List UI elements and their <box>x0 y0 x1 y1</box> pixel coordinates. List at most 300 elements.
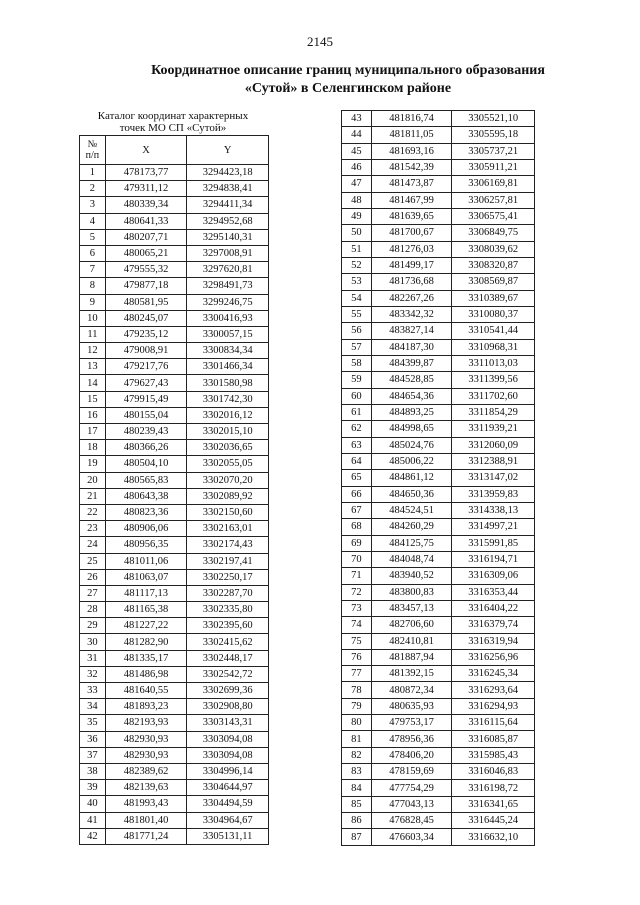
table-row <box>80 472 269 488</box>
row-number-cell: 29 <box>80 618 106 634</box>
x-coordinate-cell: 484524,51 <box>371 502 452 518</box>
x-coordinate-cell: 480366,26 <box>105 440 187 456</box>
y-coordinate-cell: 3305595,18 <box>452 127 535 143</box>
row-number-cell: 79 <box>342 698 372 714</box>
row-number-cell: 32 <box>80 666 106 682</box>
table-row <box>342 682 535 698</box>
y-coordinate-cell: 3297620,81 <box>187 262 269 278</box>
y-coordinate-cell: 3306169,81 <box>452 176 535 192</box>
y-coordinate-cell: 3316379,74 <box>452 617 535 633</box>
y-coordinate-cell: 3315985,43 <box>452 747 535 763</box>
row-number-cell: 84 <box>342 780 372 796</box>
row-number-cell: 72 <box>342 584 372 600</box>
table-row <box>80 245 269 261</box>
column-header-number <box>80 136 106 165</box>
x-coordinate-cell: 480504,10 <box>105 456 187 472</box>
x-coordinate-cell: 483940,52 <box>371 568 452 584</box>
row-number-cell: 82 <box>342 747 372 763</box>
table-row <box>342 535 535 551</box>
table-row <box>80 424 269 440</box>
x-coordinate-cell: 482139,63 <box>105 780 187 796</box>
x-coordinate-cell: 481640,55 <box>105 683 187 699</box>
y-coordinate-cell: 3303094,08 <box>187 747 269 763</box>
x-coordinate-cell: 483342,32 <box>371 306 452 322</box>
y-coordinate-cell: 3302250,17 <box>187 569 269 585</box>
row-number-cell: 2 <box>80 181 106 197</box>
x-coordinate-cell: 481887,94 <box>371 649 452 665</box>
y-coordinate-cell: 3316294,93 <box>452 698 535 714</box>
table-row <box>80 618 269 634</box>
row-number-cell: 11 <box>80 326 106 342</box>
y-coordinate-cell: 3302174,43 <box>187 537 269 553</box>
y-coordinate-cell: 3310541,44 <box>452 323 535 339</box>
x-coordinate-cell: 482389,62 <box>105 763 187 779</box>
row-number-cell: 34 <box>80 699 106 715</box>
table-row <box>80 634 269 650</box>
row-number-cell: 30 <box>80 634 106 650</box>
table-row <box>342 829 535 845</box>
y-coordinate-cell: 3302415,62 <box>187 634 269 650</box>
table-row <box>80 391 269 407</box>
table-row <box>80 197 269 213</box>
table-row <box>80 731 269 747</box>
x-coordinate-cell: 479627,43 <box>105 375 187 391</box>
y-coordinate-cell: 3300416,93 <box>187 310 269 326</box>
row-number-cell: 71 <box>342 568 372 584</box>
table-row <box>80 650 269 666</box>
row-number-cell: 5 <box>80 229 106 245</box>
y-coordinate-cell: 3302055,05 <box>187 456 269 472</box>
y-coordinate-cell: 3304996,14 <box>187 763 269 779</box>
table-row <box>342 225 535 241</box>
table-row <box>342 388 535 404</box>
y-coordinate-cell: 3302163,01 <box>187 521 269 537</box>
x-coordinate-cell: 480643,38 <box>105 488 187 504</box>
y-coordinate-cell: 3316341,65 <box>452 796 535 812</box>
table-row <box>342 372 535 388</box>
x-coordinate-cell: 481893,23 <box>105 699 187 715</box>
y-coordinate-cell: 3303143,31 <box>187 715 269 731</box>
y-coordinate-cell: 3302036,65 <box>187 440 269 456</box>
x-coordinate-cell: 480906,06 <box>105 521 187 537</box>
y-coordinate-cell: 3305737,21 <box>452 143 535 159</box>
y-coordinate-cell: 3304494,59 <box>187 796 269 812</box>
document-title-line-2: «Сутой» в Селенгинском районе <box>244 81 452 96</box>
row-number-cell: 63 <box>342 437 372 453</box>
x-coordinate-cell: 484861,12 <box>371 470 452 486</box>
y-coordinate-cell: 3302699,36 <box>187 683 269 699</box>
x-coordinate-cell: 481639,65 <box>371 208 452 224</box>
row-number-cell: 52 <box>342 257 372 273</box>
y-coordinate-cell: 3303094,08 <box>187 731 269 747</box>
table-row <box>342 241 535 257</box>
y-coordinate-cell: 3304964,67 <box>187 812 269 828</box>
x-coordinate-cell: 484048,74 <box>371 551 452 567</box>
x-coordinate-cell: 484654,36 <box>371 388 452 404</box>
row-number-cell: 67 <box>342 502 372 518</box>
document-title <box>120 62 576 98</box>
table-row <box>80 359 269 375</box>
table-row <box>80 828 269 844</box>
y-coordinate-cell: 3302335,80 <box>187 602 269 618</box>
table-row <box>80 699 269 715</box>
y-coordinate-cell: 3299246,75 <box>187 294 269 310</box>
table-row <box>342 551 535 567</box>
x-coordinate-cell: 484187,30 <box>371 339 452 355</box>
row-number-cell: 35 <box>80 715 106 731</box>
row-number-cell: 80 <box>342 715 372 731</box>
x-coordinate-cell: 478956,36 <box>371 731 452 747</box>
table-row <box>342 421 535 437</box>
y-coordinate-cell: 3308039,62 <box>452 241 535 257</box>
table-row <box>342 404 535 420</box>
y-coordinate-cell: 3302015,10 <box>187 424 269 440</box>
x-coordinate-cell: 481771,24 <box>105 828 187 844</box>
table-row <box>342 355 535 371</box>
x-coordinate-cell: 484998,65 <box>371 421 452 437</box>
table-row <box>342 502 535 518</box>
x-coordinate-cell: 476828,45 <box>371 813 452 829</box>
table-row <box>80 310 269 326</box>
y-coordinate-cell: 3316445,24 <box>452 813 535 829</box>
row-number-cell: 45 <box>342 143 372 159</box>
catalog-caption-line-1: Каталог координат характерных <box>97 110 249 122</box>
table-row <box>80 326 269 342</box>
row-number-cell: 17 <box>80 424 106 440</box>
x-coordinate-cell: 478159,69 <box>371 764 452 780</box>
x-coordinate-cell: 481011,06 <box>105 553 187 569</box>
y-coordinate-cell: 3294838,41 <box>187 181 269 197</box>
x-coordinate-cell: 481736,68 <box>371 274 452 290</box>
y-coordinate-cell: 3308569,87 <box>452 274 535 290</box>
row-number-cell: 61 <box>342 404 372 420</box>
catalog-caption <box>78 110 268 134</box>
row-number-cell: 53 <box>342 274 372 290</box>
table-row <box>80 585 269 601</box>
table-row <box>342 486 535 502</box>
table-row <box>80 666 269 682</box>
x-coordinate-cell: 482930,93 <box>105 731 187 747</box>
x-coordinate-cell: 482410,81 <box>371 633 452 649</box>
row-number-cell: 28 <box>80 602 106 618</box>
column-header-x: X <box>105 136 187 165</box>
x-coordinate-cell: 481117,13 <box>105 585 187 601</box>
row-number-cell: 14 <box>80 375 106 391</box>
row-number-cell: 22 <box>80 504 106 520</box>
x-coordinate-cell: 484260,29 <box>371 519 452 535</box>
table-row <box>342 290 535 306</box>
table-row <box>342 715 535 731</box>
row-number-cell: 68 <box>342 519 372 535</box>
row-number-cell: 56 <box>342 323 372 339</box>
table-row <box>342 600 535 616</box>
x-coordinate-cell: 477754,29 <box>371 780 452 796</box>
table-row <box>342 666 535 682</box>
table-row <box>80 407 269 423</box>
table-row <box>80 715 269 731</box>
x-coordinate-cell: 481801,40 <box>105 812 187 828</box>
y-coordinate-cell: 3301580,98 <box>187 375 269 391</box>
y-coordinate-cell: 3316046,83 <box>452 764 535 780</box>
x-coordinate-cell: 482267,26 <box>371 290 452 306</box>
x-coordinate-cell: 482193,93 <box>105 715 187 731</box>
x-coordinate-cell: 480239,43 <box>105 424 187 440</box>
x-coordinate-cell: 477043,13 <box>371 796 452 812</box>
y-coordinate-cell: 3316198,72 <box>452 780 535 796</box>
table-row <box>342 470 535 486</box>
row-number-cell: 21 <box>80 488 106 504</box>
table-row <box>342 339 535 355</box>
x-coordinate-cell: 485006,22 <box>371 453 452 469</box>
row-number-cell: 41 <box>80 812 106 828</box>
column-header-number-line-1: № <box>87 139 98 150</box>
table-row <box>342 519 535 535</box>
y-coordinate-cell: 3300834,34 <box>187 343 269 359</box>
row-number-cell: 69 <box>342 535 372 551</box>
row-number-cell: 51 <box>342 241 372 257</box>
table-row <box>80 504 269 520</box>
table-row <box>342 731 535 747</box>
x-coordinate-cell: 481467,99 <box>371 192 452 208</box>
row-number-cell: 9 <box>80 294 106 310</box>
row-number-cell: 40 <box>80 796 106 812</box>
table-row <box>342 192 535 208</box>
x-coordinate-cell: 481282,90 <box>105 634 187 650</box>
row-number-cell: 57 <box>342 339 372 355</box>
x-coordinate-cell: 480641,33 <box>105 213 187 229</box>
coordinates-table-left <box>79 135 269 845</box>
table-row <box>342 568 535 584</box>
y-coordinate-cell: 3305911,21 <box>452 159 535 175</box>
row-number-cell: 1 <box>80 165 106 181</box>
x-coordinate-cell: 481542,39 <box>371 159 452 175</box>
y-coordinate-cell: 3313959,83 <box>452 486 535 502</box>
table-row <box>342 813 535 829</box>
x-coordinate-cell: 481392,15 <box>371 666 452 682</box>
table-row <box>342 208 535 224</box>
row-number-cell: 10 <box>80 310 106 326</box>
x-coordinate-cell: 481693,16 <box>371 143 452 159</box>
y-coordinate-cell: 3302197,41 <box>187 553 269 569</box>
column-header-y: Y <box>187 136 269 165</box>
x-coordinate-cell: 481993,43 <box>105 796 187 812</box>
row-number-cell: 33 <box>80 683 106 699</box>
y-coordinate-cell: 3316194,71 <box>452 551 535 567</box>
y-coordinate-cell: 3314338,13 <box>452 502 535 518</box>
column-header-number-line-2: п/п <box>85 150 100 161</box>
y-coordinate-cell: 3302016,12 <box>187 407 269 423</box>
y-coordinate-cell: 3306257,81 <box>452 192 535 208</box>
x-coordinate-cell: 484650,36 <box>371 486 452 502</box>
table-row <box>342 159 535 175</box>
y-coordinate-cell: 3311399,56 <box>452 372 535 388</box>
x-coordinate-cell: 484893,25 <box>371 404 452 420</box>
y-coordinate-cell: 3302542,72 <box>187 666 269 682</box>
y-coordinate-cell: 3316319,94 <box>452 633 535 649</box>
y-coordinate-cell: 3302070,20 <box>187 472 269 488</box>
table-row <box>80 521 269 537</box>
y-coordinate-cell: 3294411,34 <box>187 197 269 213</box>
y-coordinate-cell: 3295140,31 <box>187 229 269 245</box>
row-number-cell: 77 <box>342 666 372 682</box>
x-coordinate-cell: 479753,17 <box>371 715 452 731</box>
x-coordinate-cell: 480339,34 <box>105 197 187 213</box>
table-row <box>342 617 535 633</box>
y-coordinate-cell: 3301742,30 <box>187 391 269 407</box>
x-coordinate-cell: 476603,34 <box>371 829 452 845</box>
table-row <box>342 747 535 763</box>
x-coordinate-cell: 480155,04 <box>105 407 187 423</box>
row-number-cell: 6 <box>80 245 106 261</box>
row-number-cell: 4 <box>80 213 106 229</box>
table-row <box>80 278 269 294</box>
x-coordinate-cell: 478406,20 <box>371 747 452 763</box>
table-row <box>80 229 269 245</box>
row-number-cell: 87 <box>342 829 372 845</box>
table-row <box>80 602 269 618</box>
y-coordinate-cell: 3294952,68 <box>187 213 269 229</box>
table-row <box>342 127 535 143</box>
x-coordinate-cell: 480565,83 <box>105 472 187 488</box>
row-number-cell: 27 <box>80 585 106 601</box>
y-coordinate-cell: 3300057,15 <box>187 326 269 342</box>
row-number-cell: 48 <box>342 192 372 208</box>
table-row <box>342 780 535 796</box>
y-coordinate-cell: 3316293,64 <box>452 682 535 698</box>
row-number-cell: 85 <box>342 796 372 812</box>
row-number-cell: 73 <box>342 600 372 616</box>
x-coordinate-cell: 480872,34 <box>371 682 452 698</box>
table-row <box>80 440 269 456</box>
row-number-cell: 70 <box>342 551 372 567</box>
table-row <box>80 780 269 796</box>
row-number-cell: 12 <box>80 343 106 359</box>
x-coordinate-cell: 481486,98 <box>105 666 187 682</box>
row-number-cell: 3 <box>80 197 106 213</box>
table-row <box>342 143 535 159</box>
y-coordinate-cell: 3302395,60 <box>187 618 269 634</box>
x-coordinate-cell: 480207,71 <box>105 229 187 245</box>
row-number-cell: 81 <box>342 731 372 747</box>
row-number-cell: 64 <box>342 453 372 469</box>
x-coordinate-cell: 481276,03 <box>371 241 452 257</box>
row-number-cell: 47 <box>342 176 372 192</box>
x-coordinate-cell: 480245,07 <box>105 310 187 326</box>
x-coordinate-cell: 478173,77 <box>105 165 187 181</box>
table-row <box>342 649 535 665</box>
y-coordinate-cell: 3294423,18 <box>187 165 269 181</box>
table-row <box>342 274 535 290</box>
row-number-cell: 26 <box>80 569 106 585</box>
row-number-cell: 36 <box>80 731 106 747</box>
table-row <box>80 375 269 391</box>
table-row <box>80 747 269 763</box>
x-coordinate-cell: 484528,85 <box>371 372 452 388</box>
y-coordinate-cell: 3306849,75 <box>452 225 535 241</box>
y-coordinate-cell: 3302089,92 <box>187 488 269 504</box>
x-coordinate-cell: 479235,12 <box>105 326 187 342</box>
row-number-cell: 31 <box>80 650 106 666</box>
row-number-cell: 7 <box>80 262 106 278</box>
row-number-cell: 83 <box>342 764 372 780</box>
table-row <box>80 262 269 278</box>
table-row <box>80 812 269 828</box>
x-coordinate-cell: 480823,36 <box>105 504 187 520</box>
y-coordinate-cell: 3310389,67 <box>452 290 535 306</box>
row-number-cell: 16 <box>80 407 106 423</box>
x-coordinate-cell: 480956,35 <box>105 537 187 553</box>
table-row <box>80 537 269 553</box>
table-row <box>80 165 269 181</box>
table-row <box>80 569 269 585</box>
y-coordinate-cell: 3305131,11 <box>187 828 269 844</box>
x-coordinate-cell: 481165,38 <box>105 602 187 618</box>
x-coordinate-cell: 481227,22 <box>105 618 187 634</box>
table-row <box>342 584 535 600</box>
y-coordinate-cell: 3316309,06 <box>452 568 535 584</box>
row-number-cell: 59 <box>342 372 372 388</box>
y-coordinate-cell: 3311702,60 <box>452 388 535 404</box>
x-coordinate-cell: 479915,49 <box>105 391 187 407</box>
y-coordinate-cell: 3316404,22 <box>452 600 535 616</box>
row-number-cell: 65 <box>342 470 372 486</box>
row-number-cell: 19 <box>80 456 106 472</box>
x-coordinate-cell: 483827,14 <box>371 323 452 339</box>
x-coordinate-cell: 482930,93 <box>105 747 187 763</box>
table-row <box>342 306 535 322</box>
x-coordinate-cell: 481816,74 <box>371 111 452 127</box>
row-number-cell: 20 <box>80 472 106 488</box>
row-number-cell: 78 <box>342 682 372 698</box>
x-coordinate-cell: 479008,91 <box>105 343 187 359</box>
catalog-caption-line-2: точек МО СП «Сутой» <box>119 122 227 134</box>
row-number-cell: 74 <box>342 617 372 633</box>
y-coordinate-cell: 3298491,73 <box>187 278 269 294</box>
row-number-cell: 76 <box>342 649 372 665</box>
row-number-cell: 38 <box>80 763 106 779</box>
row-number-cell: 62 <box>342 421 372 437</box>
row-number-cell: 8 <box>80 278 106 294</box>
y-coordinate-cell: 3316085,87 <box>452 731 535 747</box>
table-row <box>342 633 535 649</box>
y-coordinate-cell: 3312060,09 <box>452 437 535 453</box>
table-row <box>80 181 269 197</box>
y-coordinate-cell: 3306575,41 <box>452 208 535 224</box>
y-coordinate-cell: 3304644,97 <box>187 780 269 796</box>
y-coordinate-cell: 3311939,21 <box>452 421 535 437</box>
row-number-cell: 49 <box>342 208 372 224</box>
row-number-cell: 60 <box>342 388 372 404</box>
row-number-cell: 54 <box>342 290 372 306</box>
y-coordinate-cell: 3312388,91 <box>452 453 535 469</box>
table-row <box>342 698 535 714</box>
row-number-cell: 44 <box>342 127 372 143</box>
table-row <box>80 796 269 812</box>
row-number-cell: 24 <box>80 537 106 553</box>
row-number-cell: 15 <box>80 391 106 407</box>
x-coordinate-cell: 481335,17 <box>105 650 187 666</box>
page-number: 2145 <box>307 34 333 49</box>
x-coordinate-cell: 481473,87 <box>371 176 452 192</box>
x-coordinate-cell: 479555,32 <box>105 262 187 278</box>
y-coordinate-cell: 3302908,80 <box>187 699 269 715</box>
x-coordinate-cell: 480635,93 <box>371 698 452 714</box>
table-row <box>342 796 535 812</box>
table-row <box>342 764 535 780</box>
table-row <box>80 488 269 504</box>
row-number-cell: 66 <box>342 486 372 502</box>
y-coordinate-cell: 3301466,34 <box>187 359 269 375</box>
